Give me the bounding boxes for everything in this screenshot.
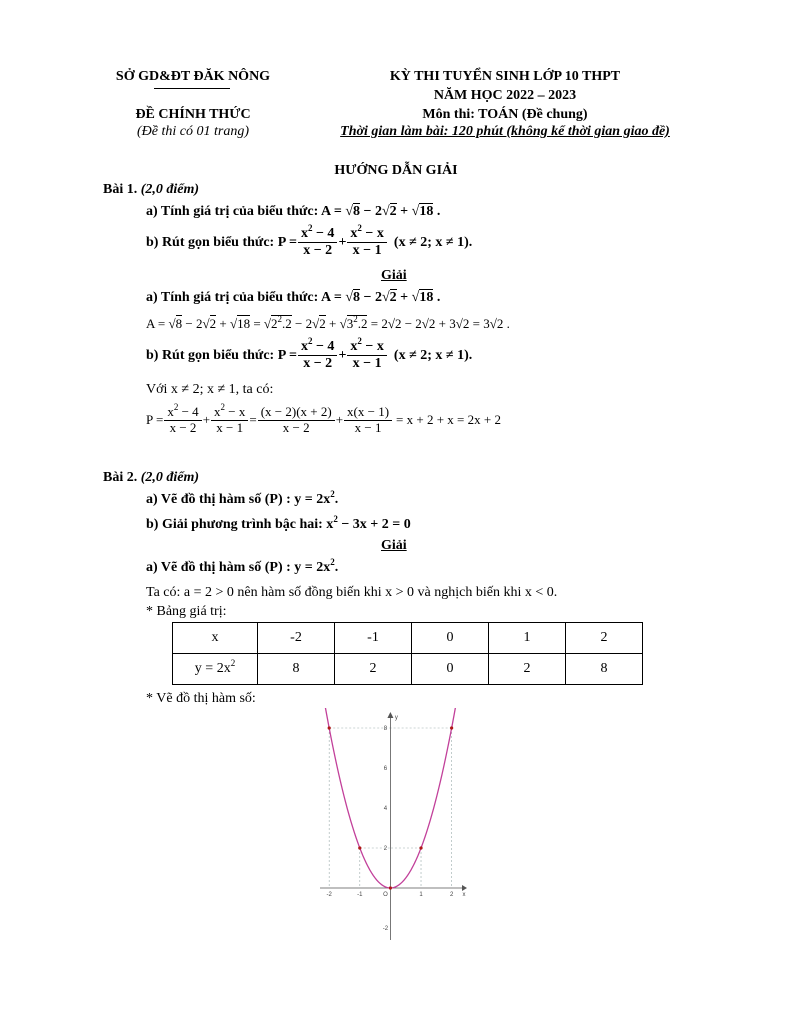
bai1-b-label-repeat: b) Rút gọn biểu thức: P = [146,347,297,363]
table-cell: 2 [335,654,412,685]
header-year: NĂM HỌC 2022 – 2023 [433,88,577,103]
x-axis-label: x [462,892,466,898]
bai1-giai: Giải [381,268,407,283]
data-point [450,726,453,729]
bai1-b-label: b) Rút gọn biểu thức: P = [146,234,297,250]
table-cell: 2 [489,654,566,685]
header-time: Thời gian làm bài: 120 phút (không kể thời gian giao đề) [340,124,670,139]
bai2-a-repeat: a) Vẽ đồ thị hàm số (P) : $y = 2x^2$. [146,557,339,575]
bai1-b-condition: (x ≠ 2; x ≠ 1). [393,234,473,250]
bai1-b-frac1: $\frac{x^2 - 4}{x - 2}$ [298,226,337,259]
bai1-a-question [146,204,440,220]
bai2-points: (2,0 điểm) [140,470,200,485]
table-cell: 8 [566,654,643,685]
table-cell: 8 [258,654,335,685]
doc-title: HƯỚNG DẪN GIẢI [334,163,458,178]
bai1-a-solution: $A = √8 - 2√2 + √18 = √2^2.2 - 2√2 + √3^2.2 = 2√2 - 2√2 + 3√2 = 3√2$ . [146,314,510,331]
parabola-graph [320,708,470,940]
y-tick-label: 2 [383,846,388,852]
bai1-points: (2,0 điểm) [140,182,200,197]
bai1-title: Bài 1. [103,182,138,197]
table-row2-head: y = 2x [194,661,231,676]
bai1-heading [103,182,199,198]
bai1-a-label-repeat: a) Tính giá trị của biểu thức: A = [146,290,342,305]
table-cell: $y = 2x^2$ [173,654,258,685]
bai2-graph-caption: * Vẽ đồ thị hàm số: [146,691,256,706]
x-tick-label: -1 [357,892,363,898]
table-row [173,654,643,685]
bai2-a-label-repeat: a) Vẽ đồ thị hàm số (P) : y = 2x [146,560,331,575]
bai1-b-repeat: b) Rút gọn biểu thức: P = $\frac{x^2 - 4}{x - 2}$ + $\frac{x^2 - x}{x - 1}$ (x ≠ 2; x ≠ 1). [146,336,473,372]
table-cell: -1 [335,623,412,654]
header-exam: KỲ THI TUYỂN SINH LỚP 10 THPT [389,69,621,84]
bai1-b-solution: P = $\frac{x^2 - 4}{x - 2}$ + $\frac{x^2 - x}{x - 1}$ = $\frac{(x - 2)(x + 2)}{x - 2}$ + $\frac{x(x - 1)}{x - 1}$ = x + 2 + x = 2x + 2 [146,402,501,435]
bai2-b-label: b) Giải phương trình bậc hai: x [146,517,334,532]
bai1-b-frac2: $\frac{x^2 - x}{x - 1}$ [347,226,386,259]
y-tick-label: 8 [383,726,388,732]
header-subject: Môn thi: TOÁN (Đề chung) [422,107,588,122]
data-point [419,846,422,849]
x-tick-label: 1 [419,892,423,898]
table-row [173,623,643,654]
bai1-b-question: b) Rút gọn biểu thức: P = $\frac{x^2 - 4}{x - 2}$ + $\frac{x^2 - x}{x - 1}$ (x ≠ 2; x ≠ 1). [146,223,473,259]
y-axis-label: y [394,715,398,721]
table-cell: x [173,623,258,654]
y-axis-arrow [387,712,393,718]
y-tick-label: -2 [382,926,389,932]
x-tick-label: 2 [449,892,454,898]
bai1-with: Với x ≠ 2; x ≠ 1, ta có: [146,382,274,397]
bai2-giai: Giải [381,538,407,553]
table-cell: 0 [412,654,489,685]
bai1-a-expression: √8 − 2√2 + √18 . [345,204,441,219]
y-tick-label: 4 [383,806,388,812]
bai2-a-question: a) Vẽ đồ thị hàm số (P) : $y = 2x^2$. [146,489,339,507]
bai1-a-solution-tail: = 2√2 − 2√2 + 3√2 = 3√2 . [370,316,510,331]
data-point [328,726,331,729]
bai2-note: Ta có: a = 2 > 0 nên hàm số đồng biến khi x > 0 và nghịch biến khi x < 0. [146,585,558,600]
table-cell: -2 [258,623,335,654]
data-point [389,886,392,889]
y-tick-label: 6 [383,766,388,772]
bai1-a-expression-repeat: √8 − 2√2 + √18 . [345,290,441,305]
data-point [358,846,361,849]
bai2-a-label: a) Vẽ đồ thị hàm số (P) : y = 2x [146,492,331,507]
bai1-b-result: = x + 2 + x = 2x + 2 [396,412,501,428]
header-org-rule [154,88,230,89]
tick-labels [327,715,466,932]
bai2-heading [103,470,199,486]
table-cell: 0 [412,623,489,654]
header-org: SỞ GD&ĐT ĐĂK NÔNG [115,69,271,84]
bai1-a-repeat [146,290,440,306]
axes [320,712,467,940]
bai2-table-caption: * Bảng giá trị: [146,604,227,619]
x-axis-arrow [462,885,467,891]
origin-label: O [383,892,388,898]
table-cell: 2 [566,623,643,654]
header-pages: (Đề thi có 01 trang) [137,124,249,139]
bai1-b-condition-repeat: (x ≠ 2; x ≠ 1). [393,347,473,363]
table-cell: 1 [489,623,566,654]
bai2-title: Bài 2. [103,470,138,485]
bai2-b-eq: − 3x + 2 = 0 [337,517,411,532]
value-table [172,622,643,685]
header-official: ĐỀ CHÍNH THỨC [135,107,251,122]
bai1-a-label: a) Tính giá trị của biểu thức: A = [146,204,342,219]
x-tick-label: -2 [326,892,332,898]
bai2-b-question: b) Giải phương trình bậc hai: $x^2 - 3x + 2 = 0$ [146,514,411,532]
